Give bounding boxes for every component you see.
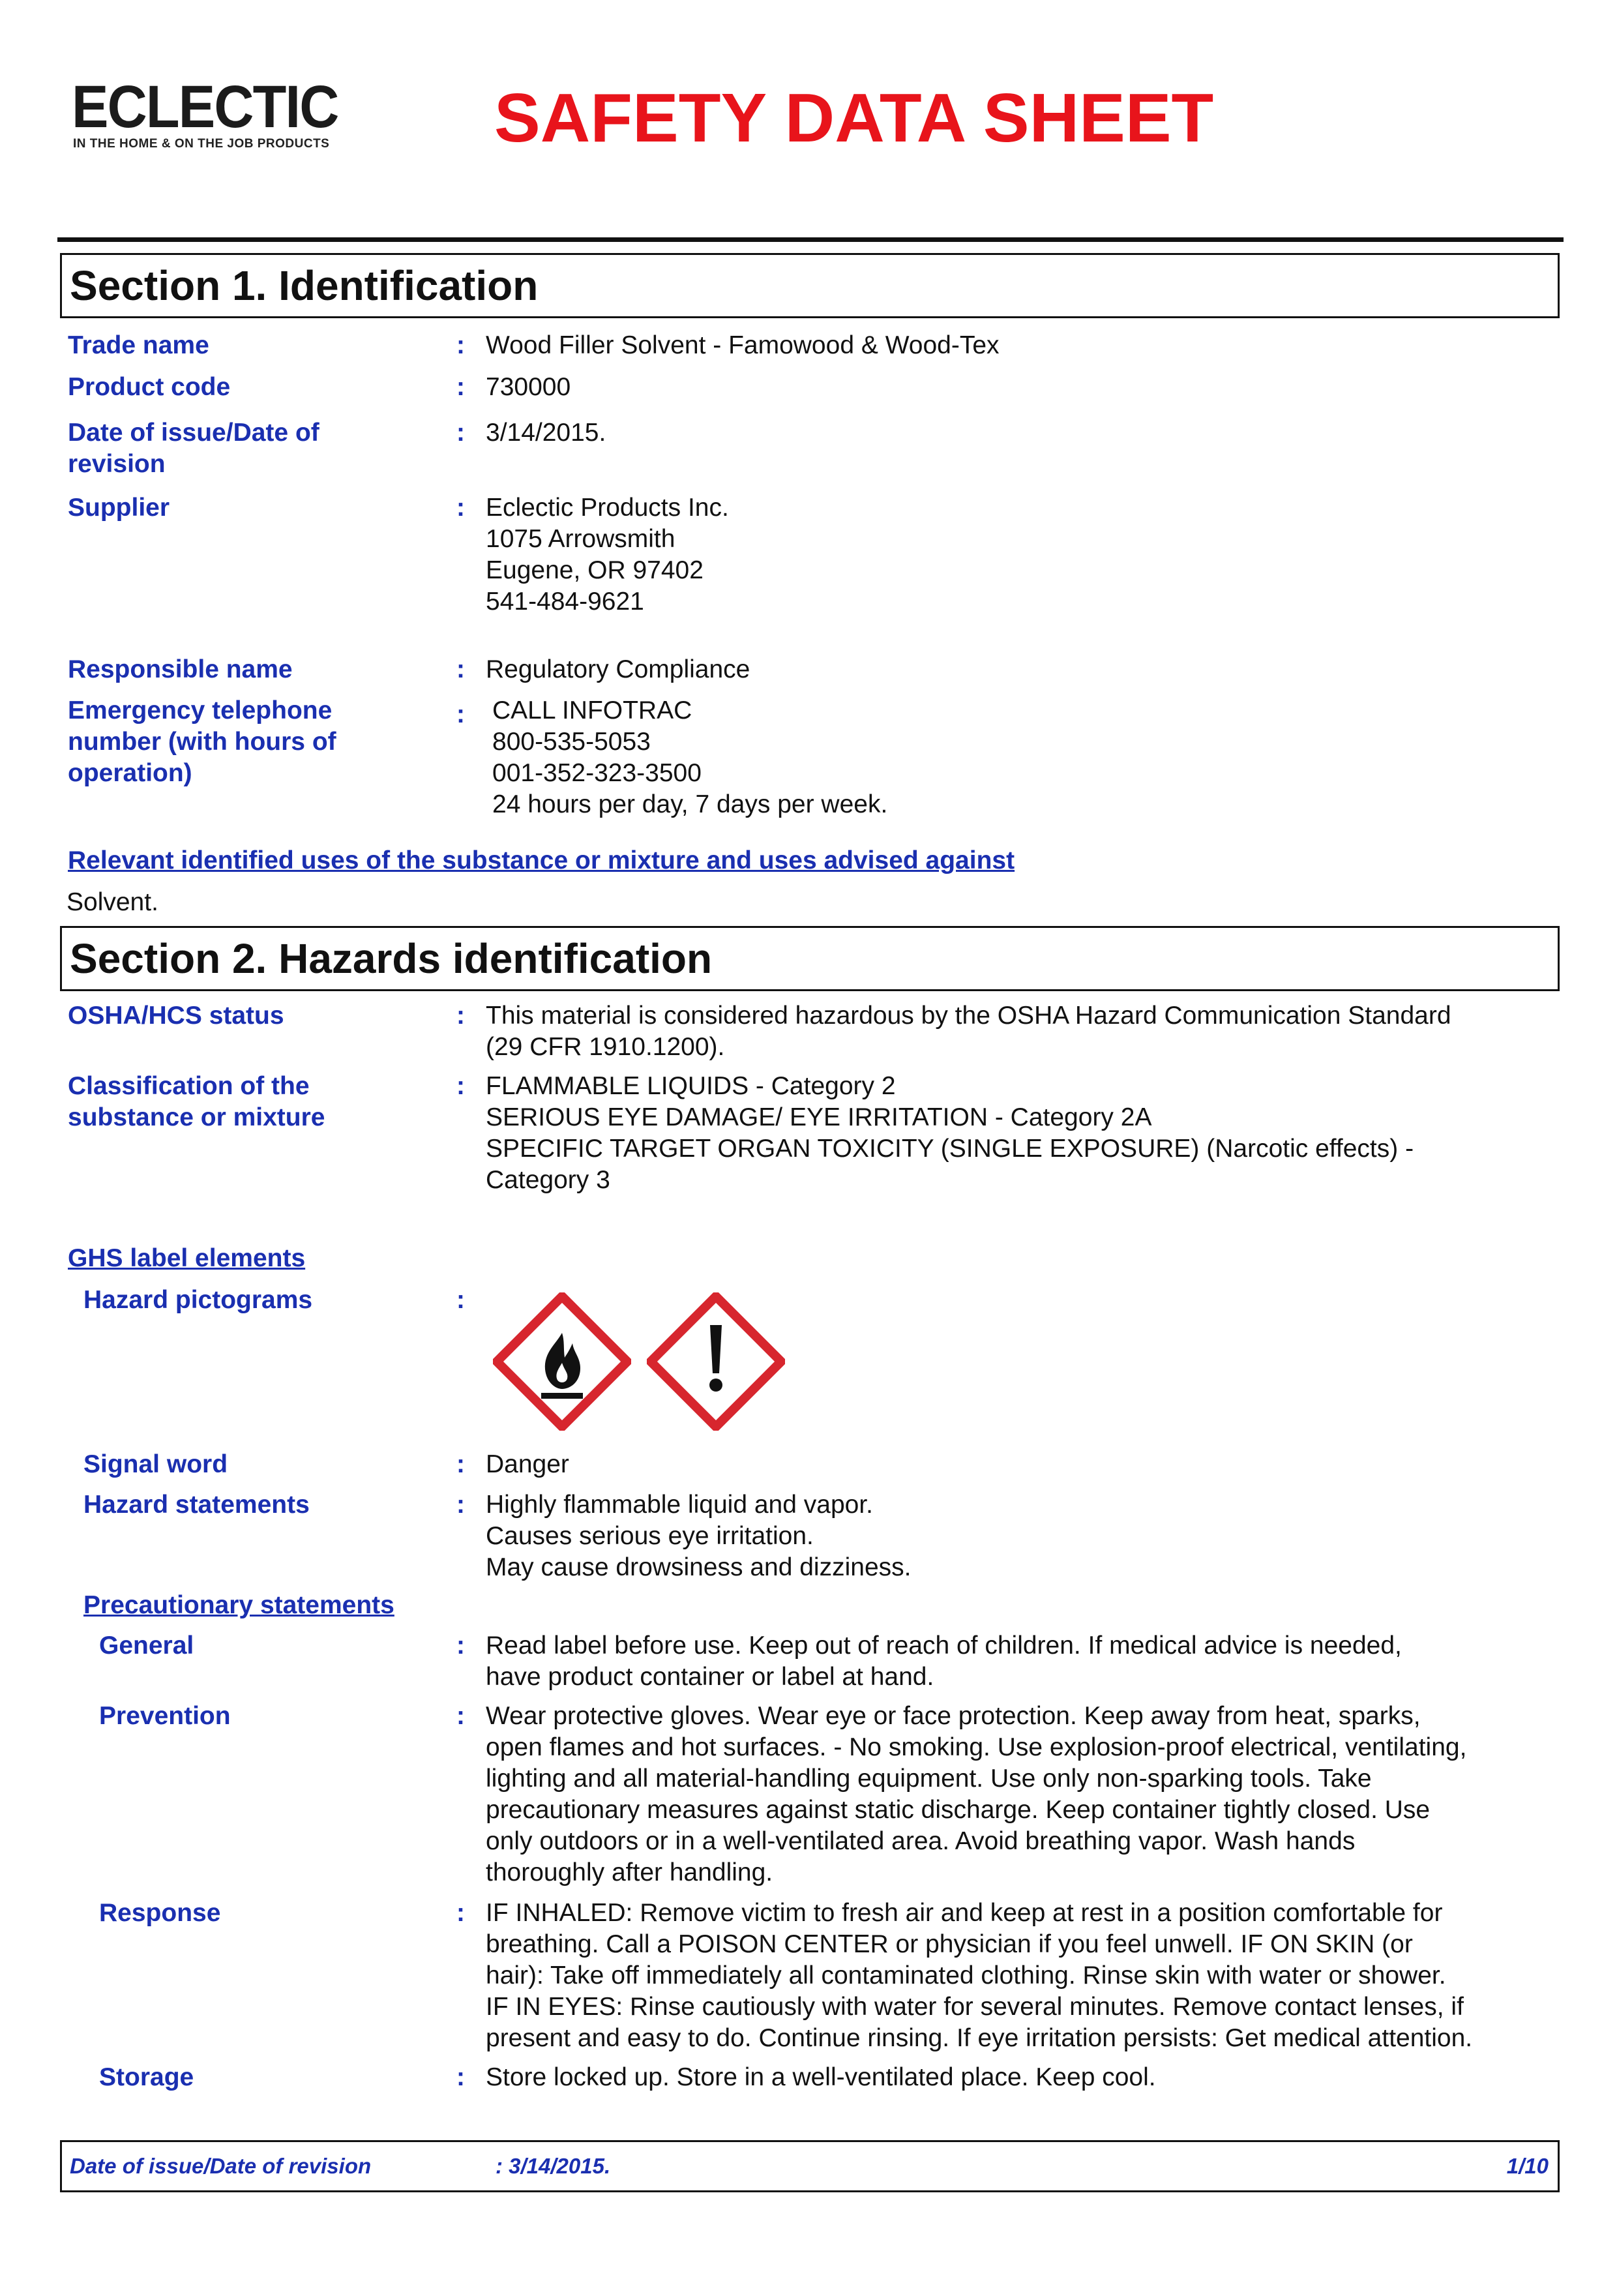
response-line: breathing. Call a POISON CENTER or physician if you feel unwell. IF ON SKIN (or <box>486 1930 1413 1958</box>
section-1-header <box>60 253 1560 318</box>
supplier-line: 541-484-9621 <box>486 588 644 616</box>
osha-status-value <box>486 1000 1451 1063</box>
exclamation-mark-icon <box>647 1292 785 1431</box>
section-2-title: Section 2. Hazards identification <box>70 935 713 982</box>
osha-line: (29 CFR 1910.1200). <box>486 1033 725 1061</box>
colon: : <box>456 331 465 359</box>
footer-date-value: : 3/14/2015. <box>496 2154 611 2178</box>
date-label-line: Date of issue/Date of <box>68 419 319 447</box>
hazard-statement: Causes serious eye irritation. <box>486 1522 814 1550</box>
classification-line: FLAMMABLE LIQUIDS - Category 2 <box>486 1072 896 1100</box>
date-value: 3/14/2015. <box>486 419 606 447</box>
colon: : <box>456 2063 465 2091</box>
classification-line: Category 3 <box>486 1166 610 1194</box>
general-label: General <box>99 1632 194 1660</box>
prevention-line: open flames and hot surfaces. - No smoking. Use explosion-proof electrical, ventilating, <box>486 1733 1467 1761</box>
response-label: Response <box>99 1899 221 1927</box>
response-line: IF INHALED: Remove victim to fresh air and keep at rest in a position comfortable for <box>486 1899 1443 1927</box>
hazard-statement: May cause drowsiness and dizziness. <box>486 1553 912 1581</box>
classification-line: SERIOUS EYE DAMAGE/ EYE IRRITATION - Category 2A <box>486 1103 1152 1131</box>
prevention-line: Wear protective gloves. Wear eye or face protection. Keep away from heat, sparks, <box>486 1702 1421 1730</box>
emergency-label-line: number (with hours of <box>68 728 336 756</box>
emergency-line: 24 hours per day, 7 days per week. <box>492 790 888 818</box>
precautionary-statements-heading[interactable]: Precautionary statements <box>83 1591 394 1619</box>
storage-label: Storage <box>99 2063 194 2091</box>
osha-status-label: OSHA/HCS status <box>68 1002 284 1030</box>
product-code-label: Product code <box>68 373 231 401</box>
prevention-value <box>486 1701 1466 1888</box>
brand-tagline: IN THE HOME & ON THE JOB PRODUCTS <box>73 137 330 151</box>
colon: : <box>456 655 465 683</box>
signal-word-value: Danger <box>486 1450 569 1478</box>
responsible-name-label: Responsible name <box>68 655 293 683</box>
colon: : <box>456 1002 465 1030</box>
colon: : <box>456 373 465 401</box>
supplier-line: Eugene, OR 97402 <box>486 556 704 584</box>
header-divider <box>57 237 1564 242</box>
prevention-line: only outdoors or in a well-ventilated area. Avoid breathing vapor. Wash hands <box>486 1827 1356 1855</box>
response-line: IF IN EYES: Rinse cautiously with water for several minutes. Remove contact lenses, if <box>486 1993 1464 2021</box>
prevention-label: Prevention <box>99 1702 231 1730</box>
storage-value: Store locked up. Store in a well-ventilated place. Keep cool. <box>486 2063 1156 2091</box>
colon: : <box>456 1450 465 1478</box>
emergency-value <box>492 695 887 820</box>
ghs-label-elements-heading[interactable]: GHS label elements <box>68 1244 306 1272</box>
date-label-line: revision <box>68 450 166 478</box>
page-number: 1/10 <box>1506 2154 1549 2178</box>
emergency-label-line: operation) <box>68 759 192 787</box>
supplier-label: Supplier <box>68 494 170 522</box>
colon: : <box>456 1632 465 1660</box>
responsible-name-value: Regulatory Compliance <box>486 655 750 683</box>
emergency-line: 800-535-5053 <box>492 728 651 756</box>
trade-name-value: Wood Filler Solvent - Famowood & Wood-Tex <box>486 331 1000 359</box>
product-code-value: 730000 <box>486 373 571 401</box>
date-label <box>68 417 319 480</box>
hazard-statements-value <box>486 1489 911 1583</box>
emergency-label <box>68 695 336 789</box>
hazard-statements-label: Hazard statements <box>83 1491 310 1519</box>
colon: : <box>456 1702 465 1730</box>
supplier-value <box>486 492 729 618</box>
colon: : <box>456 1491 465 1519</box>
colon: : <box>456 419 465 447</box>
relevant-uses-text: Solvent. <box>67 888 158 916</box>
response-line: hair): Take off immediately all contaminated clothing. Rinse skin with water or shower. <box>486 1961 1446 1990</box>
colon: : <box>456 494 465 522</box>
page-footer <box>60 2140 1560 2192</box>
colon: : <box>456 1899 465 1927</box>
colon: : <box>456 1072 465 1100</box>
flame-icon <box>493 1292 631 1431</box>
response-line: present and easy to do. Continue rinsing. If eye irritation persists: Get medical attention. <box>486 2024 1473 2052</box>
emergency-line: 001-352-323-3500 <box>492 759 702 787</box>
classification-label-line: substance or mixture <box>68 1103 325 1131</box>
hazard-statement: Highly flammable liquid and vapor. <box>486 1491 873 1519</box>
hazard-pictograms-label: Hazard pictograms <box>83 1286 313 1314</box>
general-value <box>486 1630 1402 1693</box>
osha-line: This material is considered hazardous by the OSHA Hazard Communication Standard <box>486 1002 1451 1030</box>
classification-line: SPECIFIC TARGET ORGAN TOXICITY (SINGLE EXPOSURE) (Narcotic effects) - <box>486 1135 1414 1163</box>
footer-date-label: Date of issue/Date of revision <box>70 2154 372 2178</box>
section-2-header <box>60 926 1560 991</box>
classification-value <box>486 1071 1414 1196</box>
colon: : <box>456 700 465 728</box>
response-value <box>486 1898 1472 2054</box>
classification-label-line: Classification of the <box>68 1072 310 1100</box>
trade-name-label: Trade name <box>68 331 209 359</box>
general-line: Read label before use. Keep out of reach of children. If medical advice is needed, <box>486 1632 1402 1660</box>
document-title: SAFETY DATA SHEET <box>494 80 1214 157</box>
brand-logo: ECLECTIC <box>72 74 338 140</box>
section-1-title: Section 1. Identification <box>70 262 539 309</box>
supplier-line: Eclectic Products Inc. <box>486 494 729 522</box>
emergency-line: CALL INFOTRAC <box>492 696 692 724</box>
general-line: have product container or label at hand. <box>486 1663 934 1691</box>
supplier-line: 1075 Arrowsmith <box>486 525 675 553</box>
relevant-uses-heading[interactable]: Relevant identified uses of the substance or mixture and uses advised against <box>68 846 1015 874</box>
emergency-label-line: Emergency telephone <box>68 696 333 724</box>
prevention-line: thoroughly after handling. <box>486 1858 773 1886</box>
prevention-line: lighting and all material-handling equipment. Use only non-sparking tools. Take <box>486 1765 1372 1793</box>
prevention-line: precautionary measures against static discharge. Keep container tightly closed. Use <box>486 1796 1431 1824</box>
signal-word-label: Signal word <box>83 1450 228 1478</box>
classification-label <box>68 1071 325 1133</box>
colon: : <box>456 1286 465 1314</box>
